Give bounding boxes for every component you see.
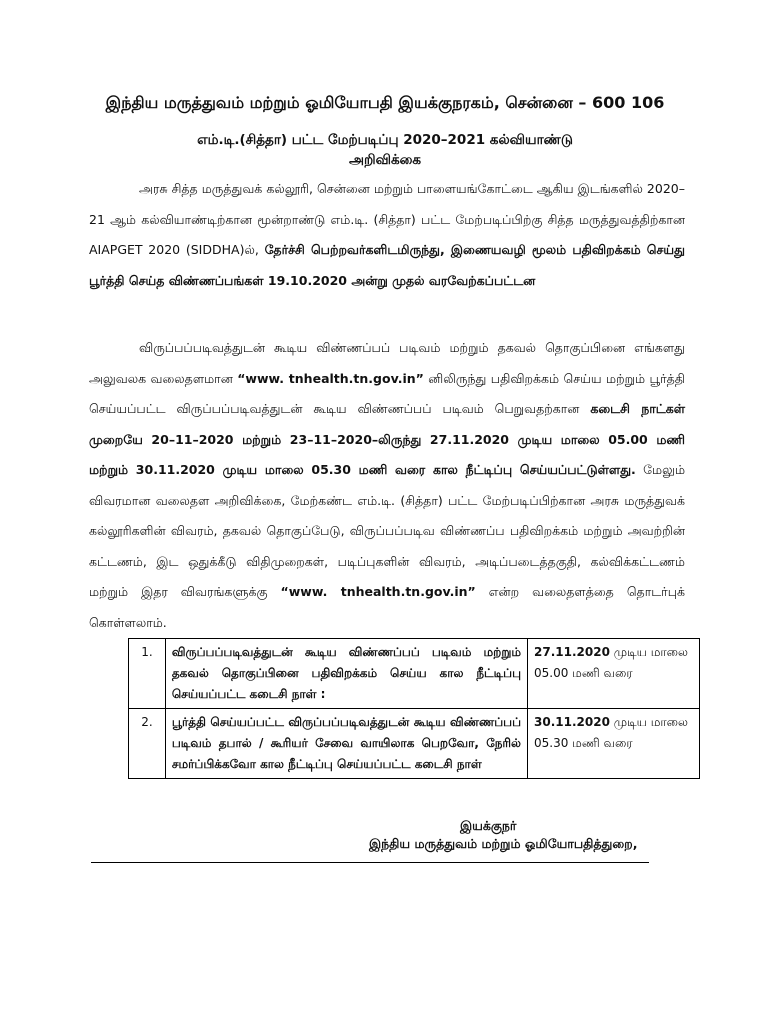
paragraph-extension-text-4: என்ற வலைதளத்தை தொடர்புக் கொள்ளலாம். — [89, 584, 685, 630]
signatory-title: இயக்குநர் — [460, 818, 517, 833]
notice-heading: அறிவிக்கை — [348, 152, 422, 168]
paragraph-admission-bold: தேர்ச்சி பெற்றவர்களிடமிருந்து, இணையவழி மூலம் பதிவிறக்கம் செய்து பூர்த்தி செய்த விண்ணப்பங்கள் 19.10.2020 அன்று முதல் வரவேற்கப்பட்டன — [89, 242, 685, 288]
divider-line — [91, 862, 649, 863]
paragraph-admission — [89, 174, 685, 296]
deadline-time: முடிய மாலை 05.30 மணி வரை — [534, 715, 688, 750]
deadline-table — [128, 638, 700, 779]
deadline-time: முடிய மாலை 05.00 மணி வரை — [534, 645, 688, 680]
row-description: பூர்த்தி செய்யப்பட்ட விருப்பப்படிவத்துடன் கூடிய விண்ணப்பப் படிவம் தபால் / கூரியர் சேவை வாயிலாக பெறவோ, நேரில் சமர்ப்பிக்கவோ கால நீட்டிப்பு செய்யப்பட்ட கடைசி நாள் — [165, 709, 527, 779]
paragraph-extension-text-1: விருப்பப்படிவத்துடன் கூடிய விண்ணப்பப் படிவம் மற்றும் தகவல் தொகுப்பினை எங்களது அலுவலக வலைதளமான — [89, 340, 685, 386]
deadline-extension-text: கடைசி நாட்கள் முறையே 20–11–2020 மற்றும் 23–11–2020–லிருந்து 27.11.2020 முடிய மாலை 05.00 மணி மற்றும் 30.11.2020 முடிய மாலை 05.30 மணி வரை கால நீட்டிப்பு செய்யப்பட்டுள்ளது. — [89, 401, 685, 477]
row-number: 1. — [129, 639, 166, 709]
paragraph-admission-text: அரசு சித்த மருத்துவக் கல்லூரி, சென்னை மற்றும் பாளையங்கோட்டை ஆகிய இடங்களில் 2020–21 ஆம் கல்வியாண்டிற்கான மூன்றாண்டு எம்.டி. (சித்தா) பட்ட மேற்படிப்பிற்கு சித்த மருத்துவத்திற்கான AIAPGET 2020 (SIDDHA)ல், — [89, 181, 685, 257]
table-row — [129, 639, 700, 709]
paragraph-extension — [89, 333, 685, 638]
paragraph-extension-text-2: னிலிருந்து பதிவிறக்கம் செய்ய மற்றும் பூர்த்தி செய்யப்பட்ட விருப்பப்படிவத்துடன் கூடிய விண்ணப்பப் படிவம் பெறுவதற்கான — [89, 370, 685, 416]
table-row — [129, 709, 700, 779]
department-title: இந்திய மருத்துவம் மற்றும் ஓமியோபதி இயக்குநரகம், சென்னை – 600 106 — [105, 93, 665, 112]
signatory-department: இந்திய மருத்துவம் மற்றும் ஓமியோபதித்துறை, — [369, 836, 638, 851]
row-number: 2. — [129, 709, 166, 779]
course-subtitle: எம்.டி.(சித்தா) பட்ட மேற்படிப்பு 2020–2021 கல்வியாண்டு — [197, 132, 573, 148]
paragraph-extension-text-3: மேலும் விவரமான வலைதள அறிவிக்கை, மேற்கண்ட எம்.டி. (சித்தா) பட்ட மேற்படிப்பிற்கான அரசு மருத்துவக் கல்லூரிகளின் விவரம், தகவல் தொகுப்பேடு, விருப்பப்படிவ விண்ணப்ப பதிவிறக்கம் மற்றும் அவற்றின் கட்டணம், இட ஒதுக்கீடு விதிமுறைகள், படிப்புகளின் விவரம், அடிப்படைத்தகுதி, கல்விக்கட்டணம் மற்றும் இதர விவரங்களுக்கு — [89, 462, 686, 599]
website-link-2[interactable]: “www. tnhealth.tn.gov.in” — [280, 584, 476, 599]
deadline-date: 27.11.2020 — [534, 645, 610, 659]
row-deadline — [528, 639, 700, 709]
row-description: விருப்பப்படிவத்துடன் கூடிய விண்ணப்பப் படிவம் மற்றும் தகவல் தொகுப்பினை பதிவிறக்கம் செய்ய கால நீட்டிப்பு செய்யப்பட்ட கடைசி நாள் : — [165, 639, 527, 709]
deadline-date: 30.11.2020 — [534, 715, 610, 729]
row-deadline — [528, 709, 700, 779]
website-link-1[interactable]: “www. tnhealth.tn.gov.in” — [237, 370, 424, 386]
